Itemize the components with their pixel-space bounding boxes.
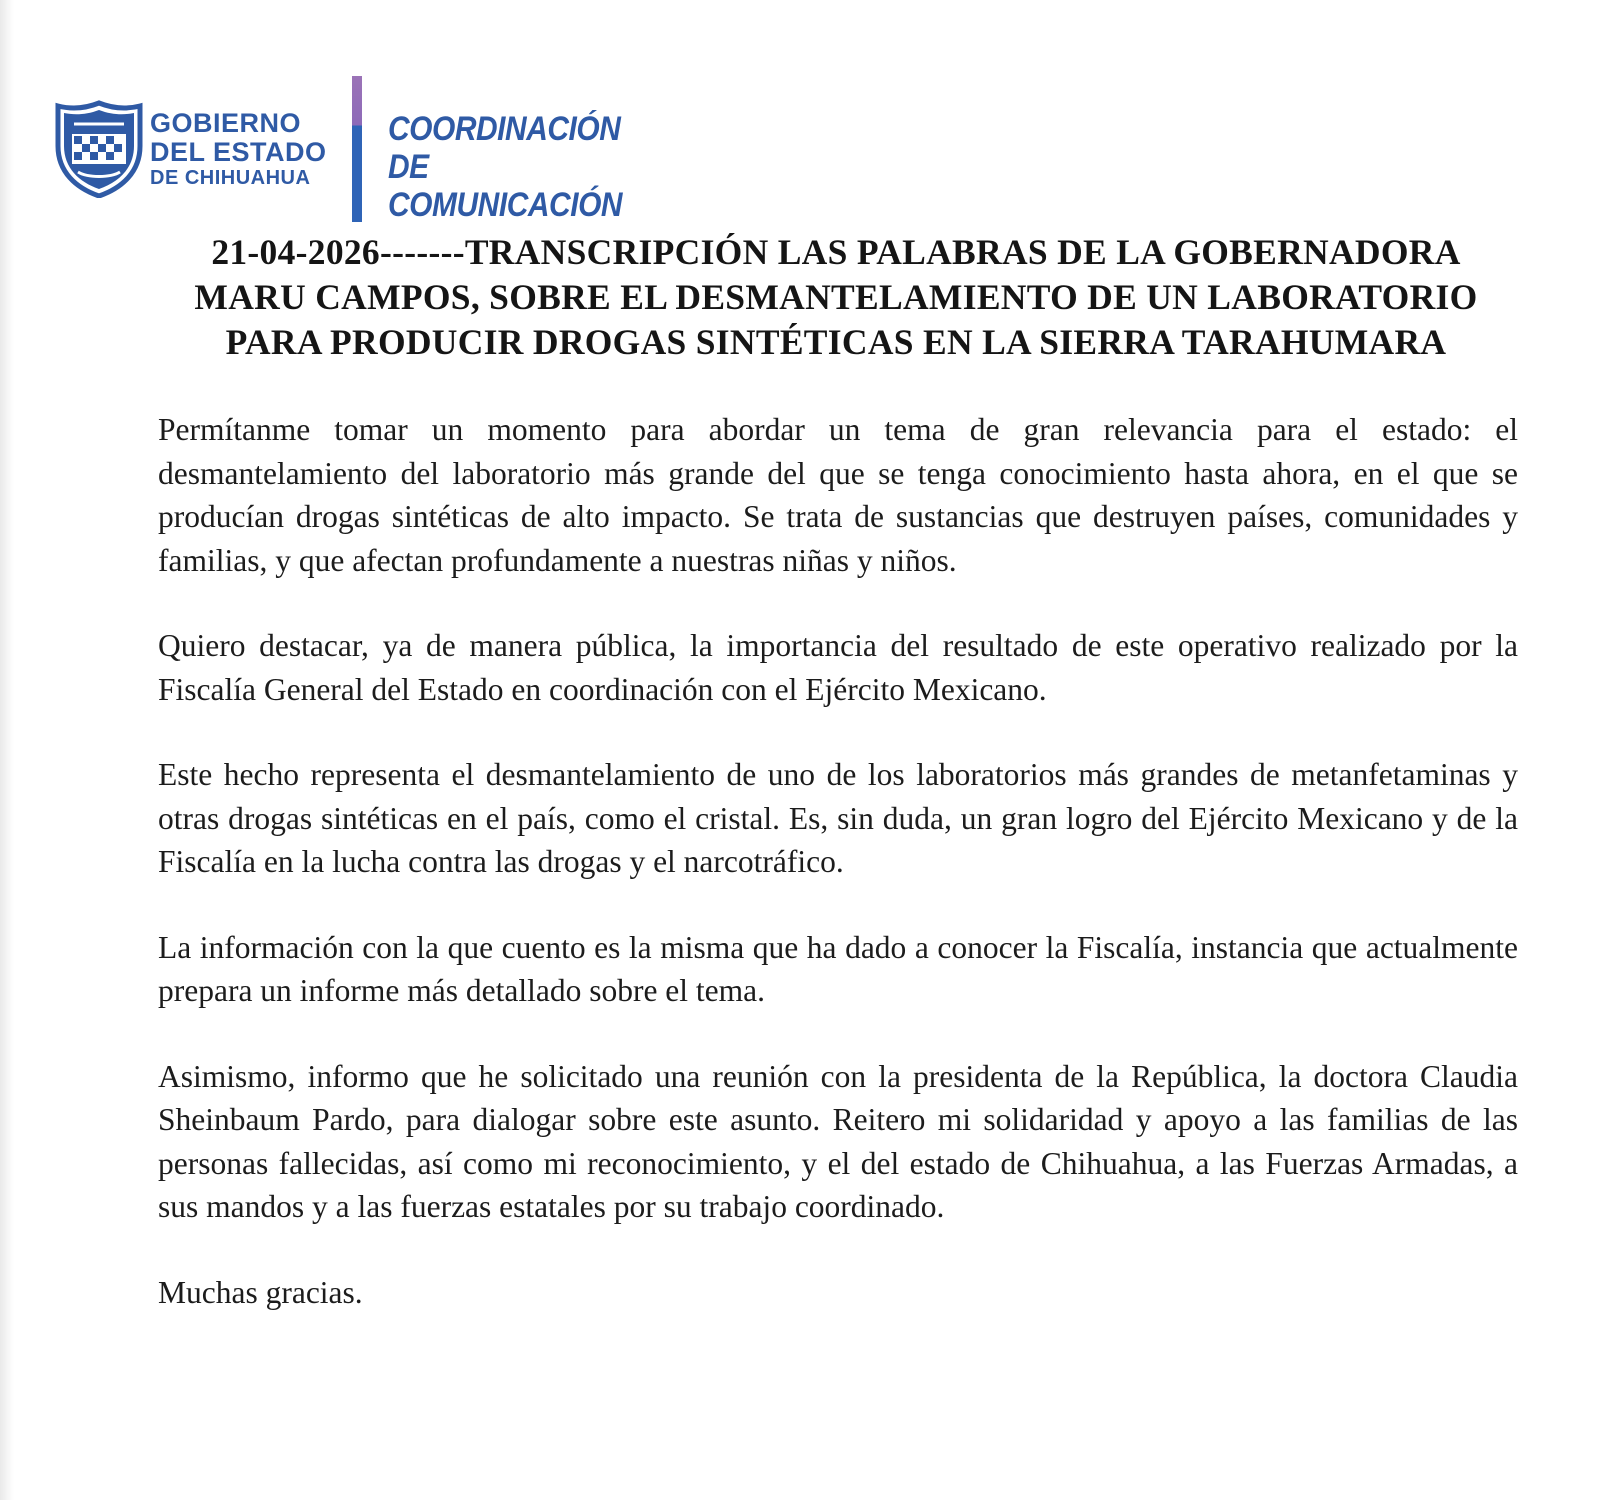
government-line-2: DEL ESTADO — [150, 137, 327, 167]
body-paragraph: Asimismo, informo que he solicitado una reunión con la presidenta de la República, la doctora Claudia Sheinbaum Pardo, para dialogar sobre este asunto. Reitero mi solidaridad y apoyo a las familias de las personas fallecidas, así como mi reconocimiento, y el del estado de Chihuahua, a las Fuerzas Armadas, a sus mandos y a las fuerzas estatales por su trabajo coordinado. — [158, 1058, 1518, 1224]
government-name — [150, 110, 350, 188]
body-paragraph: La información con la que cuento es la misma que ha dado a conocer la Fiscalía, instancia que actualmente prepara un informe más detallado sobre el tema. — [158, 929, 1518, 1008]
state-seal-icon — [54, 100, 144, 198]
header-logo — [54, 74, 654, 226]
document-body — [158, 408, 1518, 1314]
document-title: 21-04-2026-------TRANSCRIPCIÓN LAS PALABRAS DE LA GOBERNADORA MARU CAMPOS, SOBRE EL DESMANTELAMIENTO DE UN LABORATORIO PARA PRODUCIR DROGAS SINTÉTICAS EN LA SIERRA TARAHUMARA — [194, 232, 1478, 362]
closing-remark: Muchas gracias. — [158, 1274, 363, 1310]
body-paragraph: Este hecho representa el desmantelamiento de uno de los laboratorios más grandes de metanfetaminas y otras drogas sintéticas en el país, como el cristal. Es, sin duda, un gran logro del Ejército Mexicano y de la Fiscalía en la lucha contra las drogas y el narcotráfico. — [158, 757, 1518, 879]
government-line-1: GOBIERNO — [150, 108, 302, 138]
office-name — [388, 110, 622, 224]
body-paragraph: Quiero destacar, ya de manera pública, la importancia del resultado de este operativo realizado por la Fiscalía General del Estado en coordinación con el Ejército Mexicano. — [158, 628, 1518, 707]
logo-divider — [352, 76, 362, 222]
office-line-2: DE COMUNICACIÓN — [388, 148, 623, 225]
body-paragraph: Permítanme tomar un momento para abordar un tema de gran relevancia para el estado: el desmantelamiento del laboratorio más grande del que se tenga conocimiento hasta ahora, en el que se producían drogas sintéticas de alto impacto. Se trata de sustancias que destruyen países, comunidades y familias, y que afectan profundamente a nuestras niñas y niños. — [158, 412, 1518, 578]
page-left-edge — [0, 0, 14, 1500]
office-line-1: COORDINACIÓN — [388, 110, 621, 148]
government-line-3: DE CHIHUAHUA — [150, 167, 311, 189]
